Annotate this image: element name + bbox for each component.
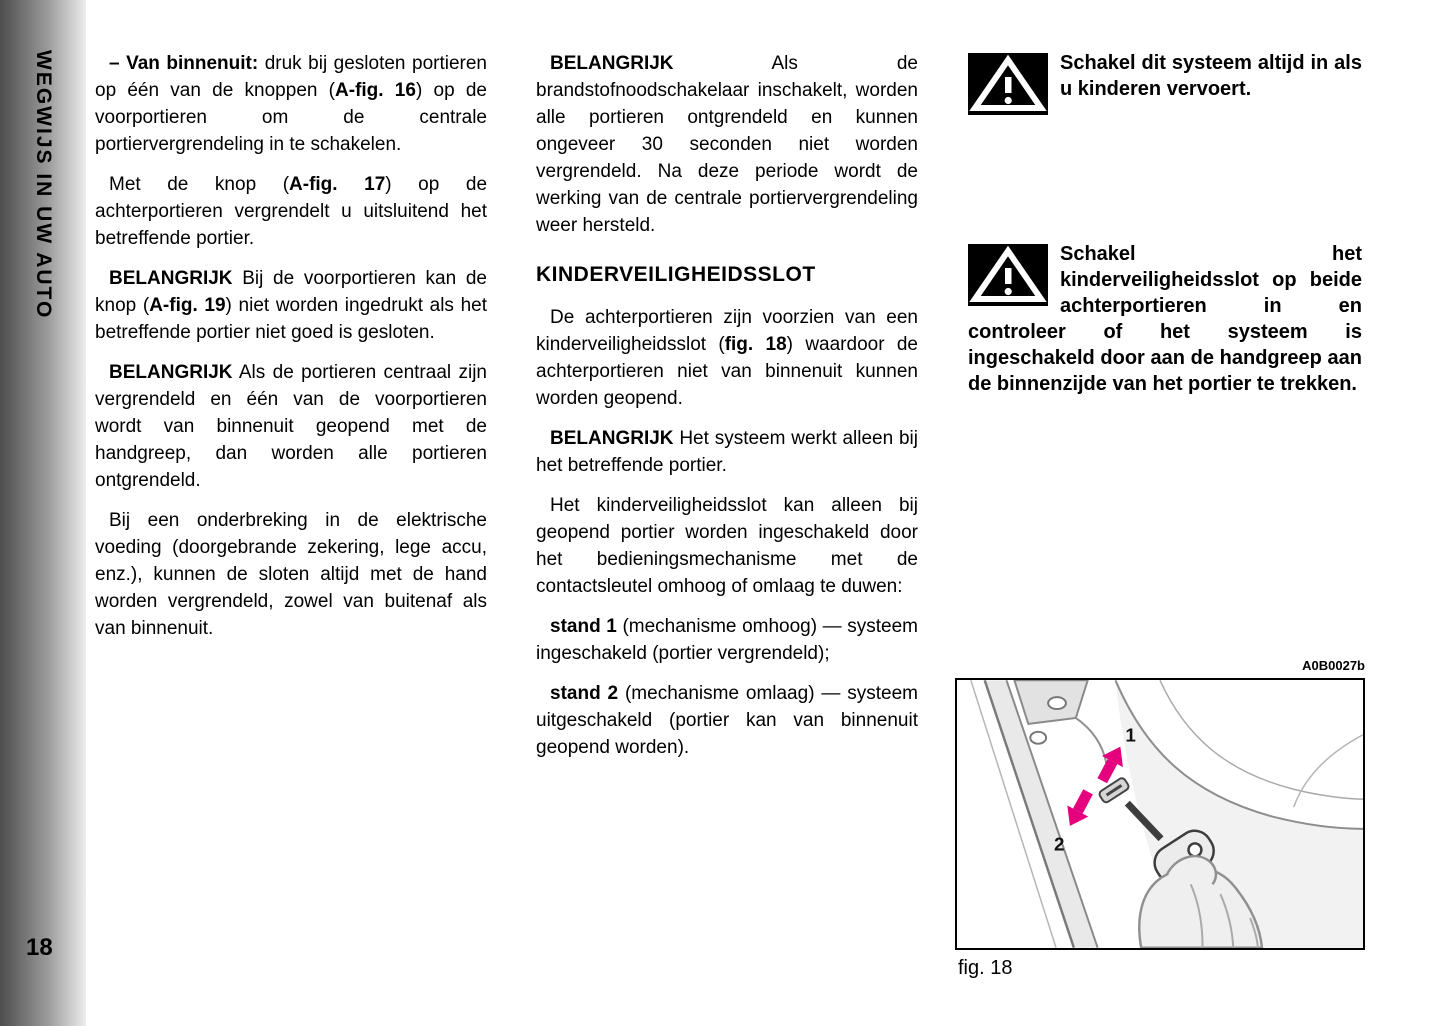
warning-triangle-icon xyxy=(968,244,1048,306)
paragraph-stand-2: stand 2 (mechanisme omlaag) — systeem uitgeschakeld (portier kan van binnenuit geopend worden). xyxy=(536,683,918,758)
paragraph-belangrijk-systeem: BELANGRIJK Het systeem werkt alleen bij het betreffende portier. xyxy=(536,428,918,476)
chapter-band xyxy=(0,0,86,1026)
paragraph-stand-1: stand 1 (mechanisme omhoog) — systeem ingeschakeld (portier vergrendeld); xyxy=(536,616,918,664)
figure-18-illustration xyxy=(955,678,1365,950)
figure-code: A0B0027b xyxy=(1302,658,1365,673)
paragraph-met-de-knop: Met de knop (A-fig. 17) op de achterportieren vergrendelt u uitsluitend het betreffende portier. xyxy=(95,174,488,249)
paragraph-bedieningsmechanisme: Het kinderveiligheidsslot kan alleen bij geopend portier worden ingeschakeld door het bedieningsmechanisme met de contactsleutel omhoog of omlaag te duwen: xyxy=(536,495,918,597)
column-right xyxy=(968,50,1362,411)
warning-block-2 xyxy=(968,241,1362,397)
column-left xyxy=(95,50,487,655)
chapter-title-vertical: WEGWIJS IN UW AUTO xyxy=(32,50,55,320)
figure-caption: fig. 18 xyxy=(958,957,1013,979)
paragraph-van-binnenuit: – Van binnenuit: druk bij gesloten portieren op één van de knoppen (A-fig. 16) op de voorportieren om de centrale portiervergrendeling in te schakelen. xyxy=(95,53,488,155)
warning-text-2: Schakel het kinderveiligheidsslot op beide achterportieren in en controleer of het systeem is ingeschakeld door aan de handgreep aan de binnenzijde van het portier te trekken. xyxy=(968,243,1362,395)
paragraph-achterportieren: De achterportieren zijn voorzien van een kinderveiligheidsslot (fig. 18) waardoor de achterportieren niet van binnenuit kunnen worden geopend. xyxy=(536,307,919,409)
warning-triangle-icon xyxy=(968,53,1048,115)
column-middle xyxy=(536,50,918,774)
paragraph-belangrijk-voorportieren: BELANGRIJK Bij de voorportieren kan de knop (A-fig. 19) niet worden ingedrukt als het betreffende portier niet goed is gesloten. xyxy=(95,268,487,343)
paragraph-belangrijk-brandstofnood: BELANGRIJK Als de brandstofnoodschakelaar inschakelt, worden alle portieren ontgrendeld en kunnen ongeveer 30 seconden niet worden vergrendeld. Na deze periode wordt de werking van de centrale portiervergrendeling weer hersteld. xyxy=(536,53,918,236)
warning-text-1: Schakel dit systeem altijd in als u kinderen vervoert. xyxy=(1060,52,1362,100)
arrow-down-position-2 xyxy=(1059,786,1098,831)
warning-block-1 xyxy=(968,50,1362,119)
paragraph-belangrijk-centraal: BELANGRIJK Als de portieren centraal zijn vergrendeld en één van de voorportieren wordt van binnenuit geopend met de handgreep, dan worden alle portieren ontgrendeld. xyxy=(95,362,487,491)
page-number: 18 xyxy=(26,934,53,961)
figure-label-1: 1 xyxy=(1125,724,1136,746)
paragraph-onderbreking: Bij een onderbreking in de elektrische voeding (doorgebrande zekering, lege accu, enz.), kunnen de sloten altijd met de hand worden vergrendeld, zowel van buitenaf als van binnenuit. xyxy=(95,510,487,639)
section-heading-kinderveiligheidsslot: KINDERVEILIGHEIDSSLOT xyxy=(536,263,816,286)
figure-label-2: 2 xyxy=(1054,833,1065,855)
